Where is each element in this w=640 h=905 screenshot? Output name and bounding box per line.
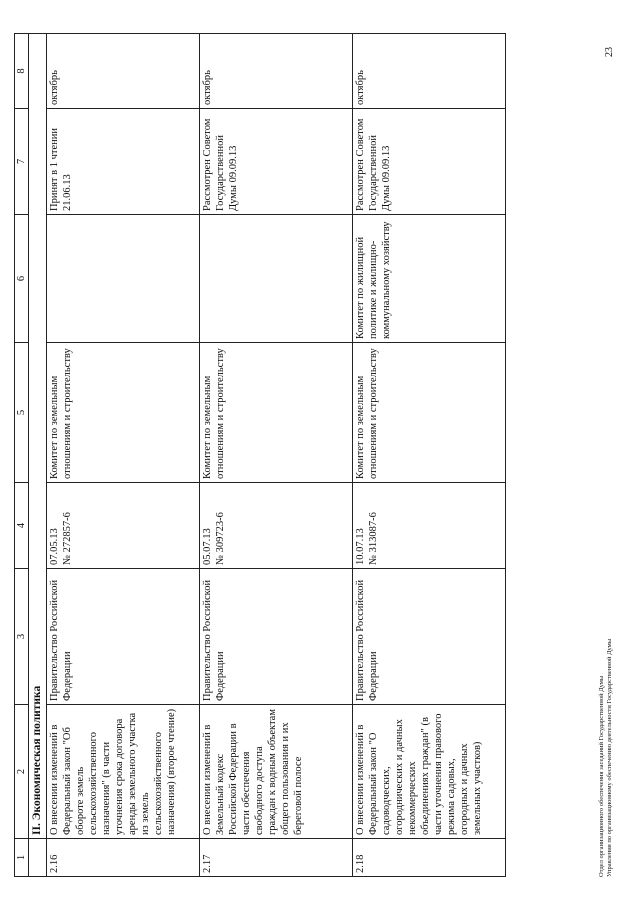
table-row [353,34,506,877]
column-number: 2 [15,705,29,839]
co-executor: Комитет по жилищной политике и жилищно-коммунальному хозяйству [353,215,506,343]
term: октябрь [200,34,353,109]
table-row [200,34,353,877]
footer-line: Отдел организационного обеспечения заседаний Государственной Думы [598,675,605,877]
co-executor [47,215,200,343]
registration: 10.07.13 № 313087-6 [353,483,506,569]
column-number: 4 [15,483,29,569]
initiator: Правительство Российской Федерации [47,569,200,705]
responsible-committee: Комитет по земельным отношениям и строительству [200,343,353,483]
section-number-cell [29,839,47,877]
co-executor [200,215,353,343]
page-number: 23 [604,47,615,57]
status: Рассмотрен Советом Государственной Думы 09.09.13 [353,109,506,215]
table-row [47,34,200,877]
registration: 05.07.13 № 309723-6 [200,483,353,569]
status: Принят в 1 чтении 21.06.13 [47,109,200,215]
initiator: Правительство Российской Федерации [353,569,506,705]
column-number: 7 [15,109,29,215]
column-number: 8 [15,34,29,109]
footer [598,277,614,877]
column-number-row [15,34,29,877]
initiator: Правительство Российской Федерации [200,569,353,705]
term: октябрь [47,34,200,109]
section-row [29,34,47,877]
footer-line: Управления по организационному обеспечению деятельности Государственной Думы [606,638,613,877]
bill-title: О внесении изменений в Земельный кодекс Российской Федерации в части обеспечения свободного доступа граждан к водным объектам общего пользования и их береговой полосе [200,705,353,839]
bill-title: О внесении изменений в Федеральный закон "Об обороте земель сельскохозяйственного назначения" (в части уточнения срока договора аренды земельного участка из земель сельскохозяйственного назначения) (второе чтение) [47,705,200,839]
bill-title: О внесении изменений в Федеральный закон "О садоводческих, огороднических и дачных некоммерческих объединениях граждан" (в части уточнения правового режима садовых, огородных и дачных земельных участков) [353,705,506,839]
registration: 07.05.13 № 272857-6 [47,483,200,569]
status: Рассмотрен Советом Государственной Думы 09.09.13 [200,109,353,215]
responsible-committee: Комитет по земельным отношениям и строительству [353,343,506,483]
column-number: 3 [15,569,29,705]
row-number: 2.17 [200,839,353,877]
term: октябрь [353,34,506,109]
column-number: 6 [15,215,29,343]
column-number: 5 [15,343,29,483]
section-title: II. Экономическая политика [29,34,47,839]
row-number: 2.18 [353,839,506,877]
row-number: 2.16 [47,839,200,877]
legislation-table [14,33,506,877]
column-number: 1 [15,839,29,877]
responsible-committee: Комитет по земельным отношениям и строительству [47,343,200,483]
